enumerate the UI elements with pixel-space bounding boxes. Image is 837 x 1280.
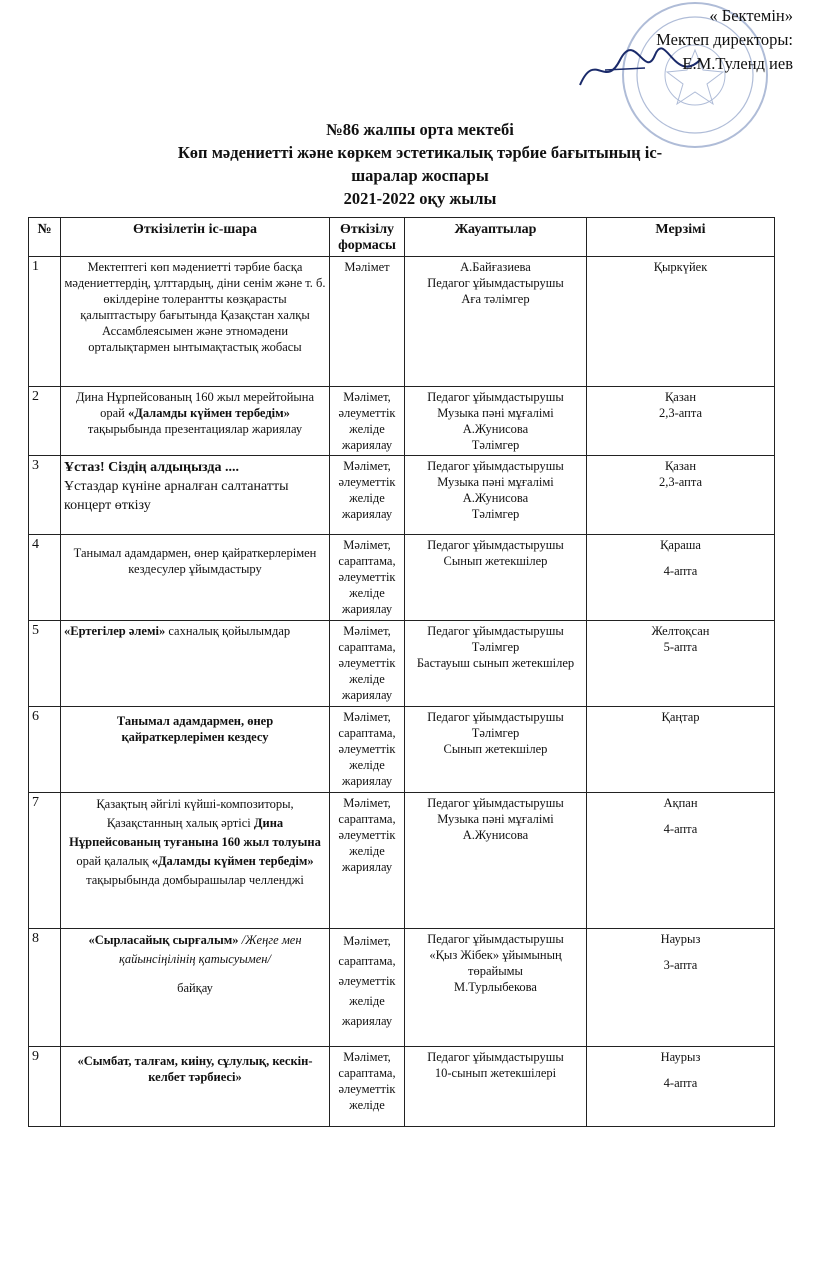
date-week: 2,3-апта [658,475,703,489]
event-title: «Ертегілер әлемі» [64,624,166,638]
form-cell: Мәлімет, сараптама, әлеуметтік желіде жариялау [330,535,405,621]
responsible-line: Сынып жетекшілер [443,742,548,756]
responsible-cell [405,456,587,535]
responsible-line: А.Байғазиева [460,260,531,274]
responsible-line: «Қыз Жібек» ұйымының төрайымы [429,948,562,978]
row-number: 4 [29,535,61,621]
event-title: «Даламды күймен тербедім» [127,406,290,420]
responsible-cell [405,257,587,387]
date-week: 2,3-апта [658,406,703,420]
responsible-line: Музыка пәні мұғалімі [437,406,554,420]
event-cell [61,387,330,456]
date-week: 4-апта [663,564,698,578]
row-number: 1 [29,257,61,387]
date-cell [587,456,775,535]
event-text: байқау [177,981,213,995]
date-month: Ақпан [663,796,698,810]
date-cell [587,535,775,621]
responsible-line: Сынып жетекшілер [443,554,548,568]
date-week: 4-апта [663,1076,698,1090]
form-cell: Мәлімет, сараптама, әлеуметтік желіде жариялау [330,621,405,707]
row-number: 5 [29,621,61,707]
event-cell [61,456,330,535]
title-line-2: Көп мәдениетті және көркем эстетикалық тәрбие бағытының іс- [177,143,663,162]
responsible-line: Педагог ұйымдастырушы [427,624,564,638]
date-month: Наурыз [660,1050,701,1064]
responsible-cell [405,793,587,929]
responsible-line: Педагог ұйымдастырушы [427,796,564,810]
event-title: Дина Нұрпейсованың туғанына 160 жыл толуына [69,816,321,849]
form-cell: Мәлімет, сараптама, әлеуметтік желіде жариялау [330,707,405,793]
row-number: 2 [29,387,61,456]
form-cell: Мәлімет, әлеуметтік желіде жариялау [330,456,405,535]
table-row [29,621,775,707]
responsible-cell [405,387,587,456]
responsible-line: Педагог ұйымдастырушы [427,932,564,946]
date-week: 3-апта [663,958,698,972]
table-row [29,456,775,535]
responsible-line: Бастауыш сынып жетекшілер [416,656,575,670]
date-cell [587,387,775,456]
event-cell [61,793,330,929]
event-text: тақырыбында презентациялар жариялау [87,422,303,436]
title-line-4: 2021-2022 оқу жылы [343,189,497,208]
responsible-line: Аға тәлімгер [461,292,530,306]
responsible-cell [405,707,587,793]
approval-line: « Бектемін» [709,6,793,25]
event-note: /Жеңге мен қайынсіңілінің қатысуымен/ [119,933,302,966]
table-row [29,535,775,621]
form-cell: Мәлімет, әлеуметтік желіде жариялау [330,387,405,456]
responsible-line: Музыка пәні мұғалімі [437,475,554,489]
event-cell [61,707,330,793]
header-date: Мерзімі [587,218,775,257]
title-line-1: №86 жалпы орта мектебі [326,120,514,139]
date-cell [587,929,775,1047]
event-title: «Сымбат, талғам, киіну, сұлулық, кескін-келбет тәрбиесі» [77,1054,313,1084]
header-responsible: Жауаптылар [405,218,587,257]
event-cell [61,1047,330,1127]
date-month: Наурыз [660,932,701,946]
row-number: 9 [29,1047,61,1127]
event-title: Ұстаз! Сіздің алдыңызда .... [64,460,240,475]
form-cell: Мәлімет [330,257,405,387]
event-title: «Даламды күймен тербедім» [151,854,314,868]
header-form: Өткізілу формасы [330,218,405,257]
event-text: сахналық қойылымдар [165,624,291,638]
row-number: 3 [29,456,61,535]
responsible-cell [405,929,587,1047]
table-row [29,1047,775,1127]
responsible-cell [405,1047,587,1127]
responsible-line: Музыка пәні мұғалімі [437,812,554,826]
row-number: 8 [29,929,61,1047]
responsible-cell [405,621,587,707]
table-row [29,793,775,929]
header-number: № [29,218,61,257]
form-cell: Мәлімет, сараптама, әлеуметтік желіде [330,1047,405,1127]
responsible-line: Педагог ұйымдастырушы [427,1050,564,1064]
event-title: «Сырласайық сырғалым» [88,933,239,947]
date-cell [587,621,775,707]
event-text: Дина Нұрпейсованың 160 жыл мерейтойына орай [75,390,315,420]
responsible-line: Педагог ұйымдастырушы [427,459,564,473]
title-line-3: шаралар жоспары [351,166,489,185]
events-table [28,217,775,1127]
date-month: Желтоқсан [651,624,710,638]
date-cell [587,1047,775,1127]
approval-block [543,4,793,76]
responsible-cell [405,535,587,621]
date-cell [587,257,775,387]
responsible-line: 10-сынып жетекшілері [434,1066,557,1080]
responsible-line: Тәлімгер [471,438,520,452]
date-cell [587,793,775,929]
table-row [29,257,775,387]
event-cell [61,535,330,621]
responsible-line: Педагог ұйымдастырушы [427,276,564,290]
responsible-line: Педагог ұйымдастырушы [427,538,564,552]
responsible-line: Тәлімгер [471,640,520,654]
responsible-line: Тәлімгер [471,726,520,740]
responsible-line: Тәлімгер [471,507,520,521]
responsible-line: А.Жунисова [462,422,529,436]
event-text: орай қалалық [76,854,152,868]
director-title: Мектеп директоры: [656,30,793,49]
table-row [29,707,775,793]
header-event: Өткізілетін іс-шара [61,218,330,257]
date-week: 5-апта [663,640,698,654]
form-cell: Мәлімет, сараптама, әлеуметтік желіде жариялау [330,929,405,1047]
event-cell [61,257,330,387]
row-number: 7 [29,793,61,929]
event-text: Ұстаздар күніне арналған салтанатты концерт өткізу [64,479,289,513]
event-cell [61,621,330,707]
director-name: Е.М.Туленд иев [682,54,793,73]
event-title: Танымал адамдармен, өнер қайраткерлерімен кездесу [116,714,274,744]
event-text: Мектептегі көп мәдениетті тәрбие басқа мәдениеттердің, ұлттардың, діни сенім және т. б. өкілдеріне толерантты көзқарасты қалыптастыру бағытында Қазақстан халқы Ассамблеясымен және этномәдени орталықтармен ынтымақтастық жобасы [64,260,326,354]
table-row [29,929,775,1047]
document-title [60,118,780,210]
date-month: Қазан [664,390,697,404]
date-cell [587,707,775,793]
table-header-row [29,218,775,257]
table-row [29,387,775,456]
row-number: 6 [29,707,61,793]
responsible-line: А.Жунисова [462,828,529,842]
event-text: Қазақтың әйгілі күйші-композиторы, Қазақстанның халық әртісі [96,797,294,830]
responsible-line: М.Турлыбекова [454,980,537,994]
responsible-line: Педагог ұйымдастырушы [427,390,564,404]
responsible-line: Педагог ұйымдастырушы [427,710,564,724]
event-text: Танымал адамдармен, өнер қайраткерлерімен кездесулер ұйымдастыру [73,546,317,576]
event-text: тақырыбында домбырашылар челленджі [86,873,304,887]
date-month: Қазан [664,459,697,473]
form-cell: Мәлімет, сараптама, әлеуметтік желіде жариялау [330,793,405,929]
event-cell [61,929,330,1047]
date-week: 4-апта [663,822,698,836]
responsible-line: А.Жунисова [462,491,529,505]
date-month: Қараша [660,538,701,552]
date-month: Қыркүйек [653,260,708,274]
date-month: Қаңтар [661,710,700,724]
